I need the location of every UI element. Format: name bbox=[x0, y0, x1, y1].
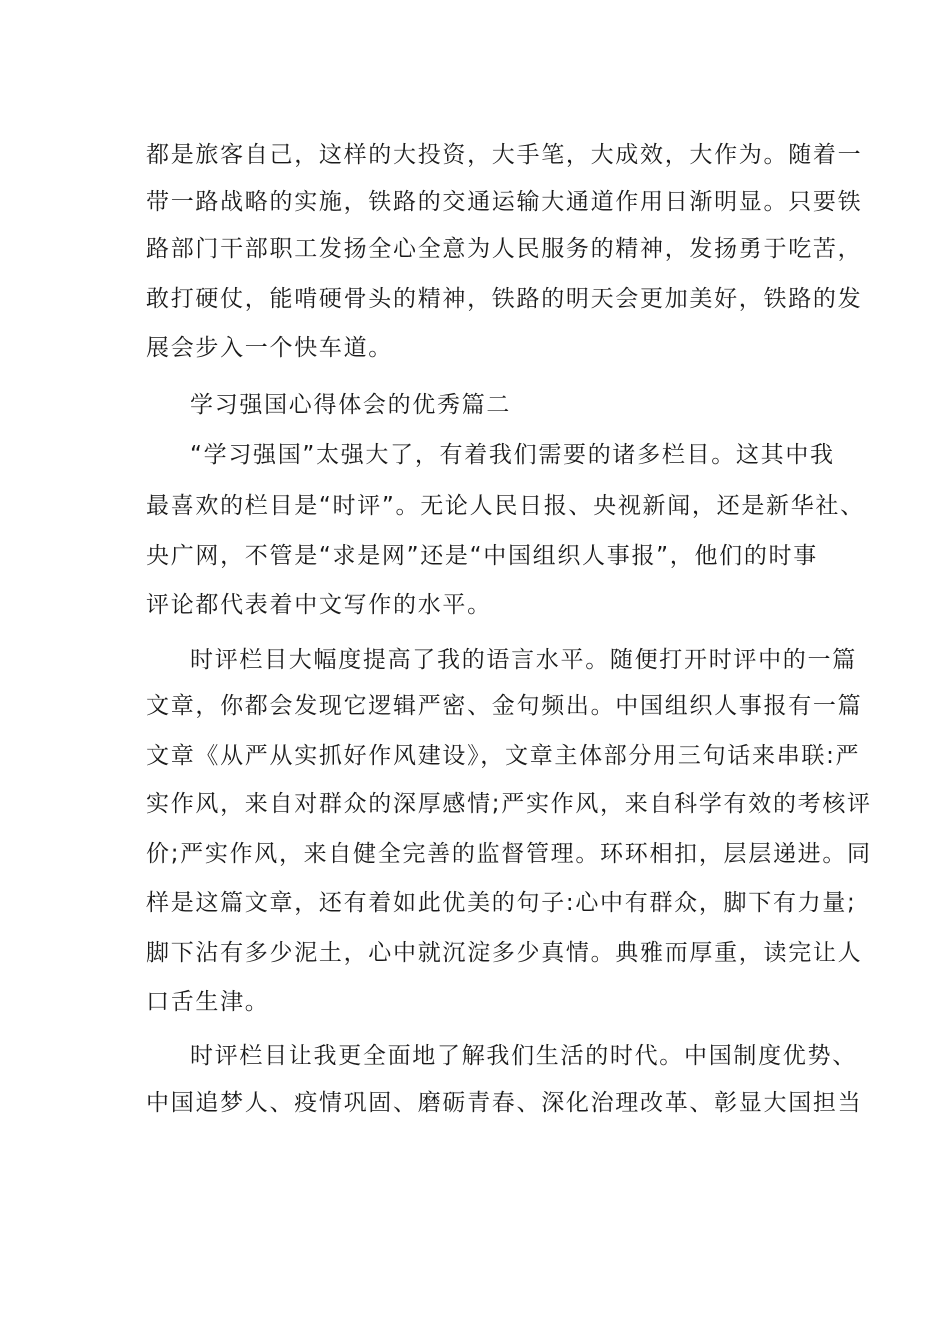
text-line: 都是旅客自己，这样的大投资，大手笔，大成效，大作为。随着一 bbox=[146, 142, 863, 168]
section-heading: 学习强国心得体会的优秀篇二 bbox=[190, 392, 512, 418]
text-line: “学习强国”太强大了，有着我们需要的诸多栏目。这其中我 bbox=[190, 442, 835, 468]
text-line: 评论都代表着中文写作的水平。 bbox=[146, 592, 492, 618]
text-line: 央广网，不管是“求是网”还是“中国组织人事报”，他们的时事 bbox=[146, 543, 818, 569]
text-line: 带一路战略的实施，铁路的交通运输大通道作用日渐明显。只要铁 bbox=[146, 189, 863, 215]
text-line: 样是这篇文章，还有着如此优美的句子:心中有群众，脚下有力量; bbox=[146, 890, 857, 916]
text-line: 文章《从严从实抓好作风建设》，文章主体部分用三句话来串联:严 bbox=[146, 743, 861, 769]
text-line: 时评栏目大幅度提高了我的语言水平。随便打开时评中的一篇 bbox=[190, 647, 857, 673]
text-line: 价;严实作风，来自健全完善的监督管理。环环相扣，层层递进。同 bbox=[146, 841, 872, 867]
text-line: 时评栏目让我更全面地了解我们生活的时代。中国制度优势、 bbox=[190, 1043, 857, 1069]
text-line: 实作风，来自对群众的深厚感情;严实作风，来自科学有效的考核评 bbox=[146, 791, 872, 817]
text-line: 展会步入一个快车道。 bbox=[146, 335, 393, 361]
text-line: 中国追梦人、疫情巩固、磨砺青春、深化治理改革、彰显大国担当 bbox=[146, 1090, 863, 1116]
text-line: 文章，你都会发现它逻辑严密、金句频出。中国组织人事报有一篇 bbox=[146, 693, 863, 719]
text-line: 脚下沾有多少泥土，心中就沉淀多少真情。典雅而厚重，读完让人 bbox=[146, 940, 863, 966]
text-line: 口舌生津。 bbox=[146, 989, 270, 1015]
text-line: 路部门干部职工发扬全心全意为人民服务的精神，发扬勇于吃苦， bbox=[146, 236, 863, 262]
text-line: 敢打硬仗，能啃硬骨头的精神，铁路的明天会更加美好，铁路的发 bbox=[146, 286, 863, 312]
text-line: 最喜欢的栏目是“时评”。无论人民日报、央视新闻，还是新华社、 bbox=[146, 493, 865, 519]
